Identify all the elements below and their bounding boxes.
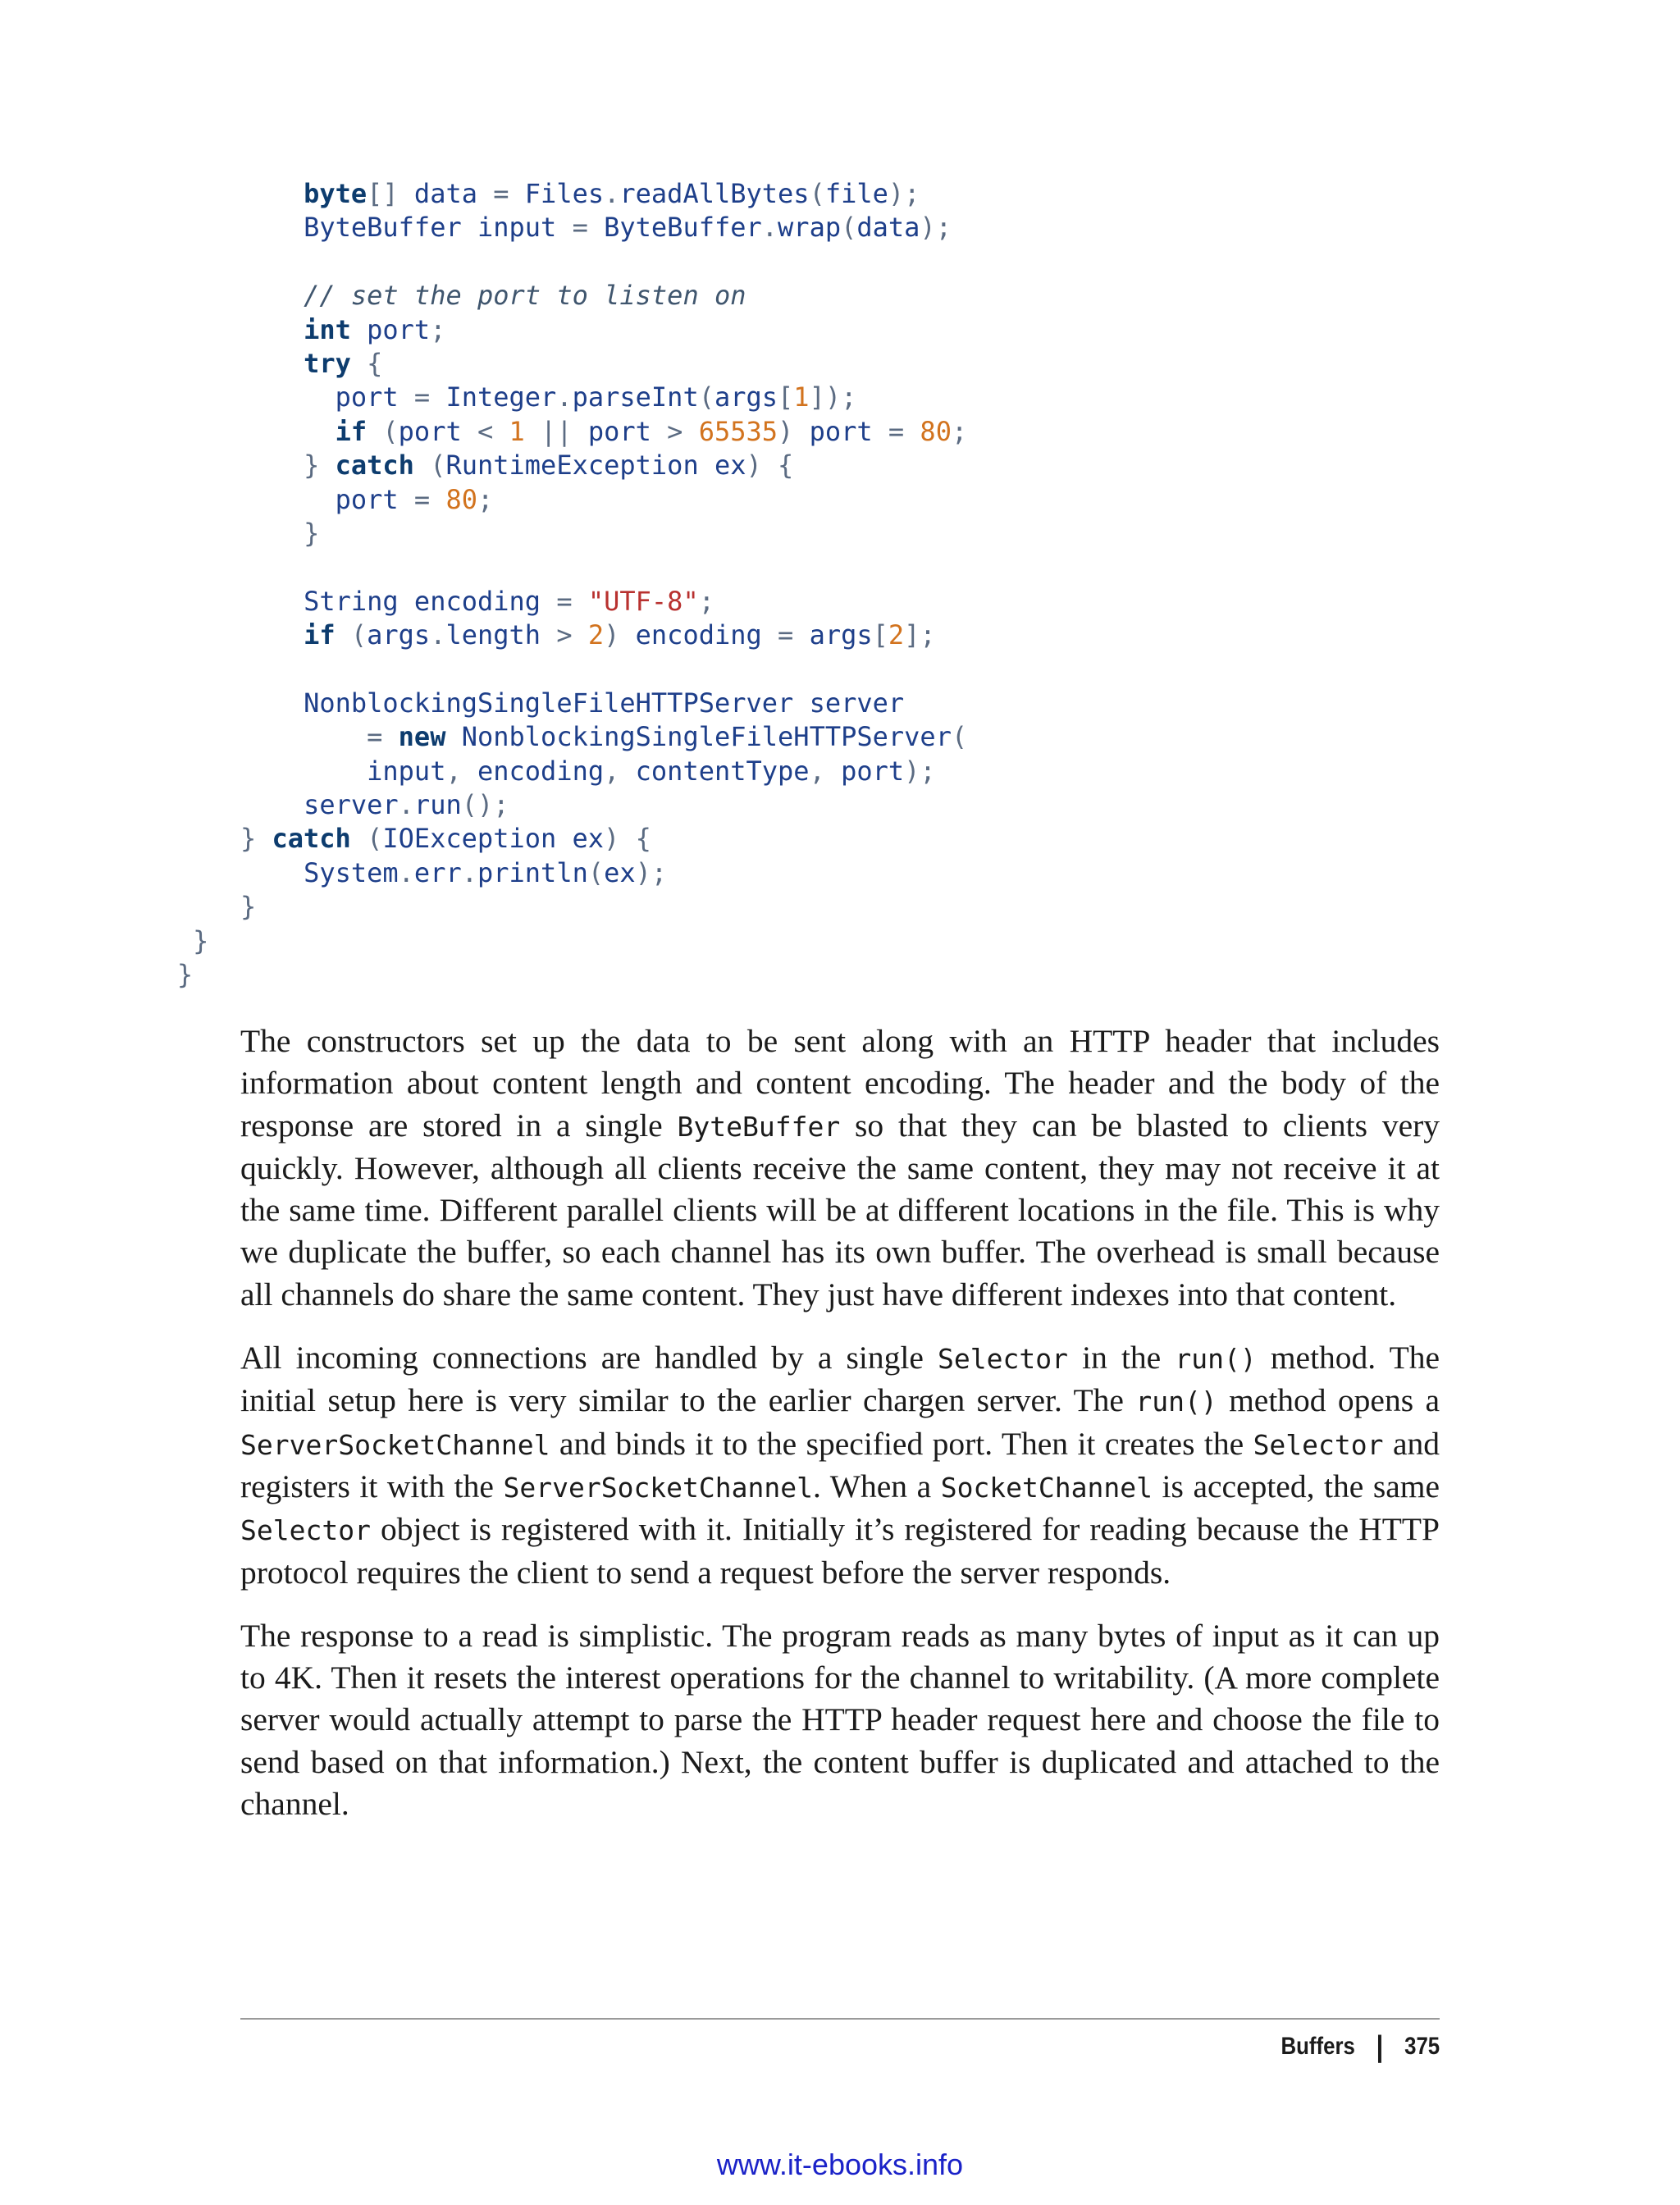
code-line: byte[] data = Files.readAllBytes(file);	[304, 178, 920, 209]
inline-code: SocketChannel	[940, 1471, 1153, 1504]
code-line: if (port < 1 || port > 65535) port = 80;	[335, 415, 968, 447]
code-line: port = Integer.parseInt(args[1]);	[335, 381, 857, 413]
inline-code: run()	[1175, 1343, 1257, 1376]
footer-rule	[240, 2018, 1440, 2020]
code-line: }	[304, 517, 320, 549]
code-listing	[176, 177, 1438, 992]
code-line: }	[193, 924, 209, 956]
inline-code: Selector	[938, 1343, 1068, 1376]
inline-code: ServerSocketChannel	[240, 1428, 550, 1461]
page-footer	[1281, 2029, 1440, 2064]
inline-code: ByteBuffer	[677, 1110, 841, 1143]
code-line: }	[176, 958, 194, 990]
code-line: = new NonblockingSingleFileHTTPServer(	[367, 721, 968, 753]
code-line: } catch (RuntimeException ex) {	[304, 450, 794, 482]
footer-separator: |	[1376, 2029, 1384, 2063]
inline-code: Selector	[1253, 1428, 1384, 1461]
code-line: }	[240, 891, 257, 923]
code-line: port = 80;	[335, 483, 494, 515]
code-line: if (args.length > 2) encoding = args[2];	[304, 619, 936, 651]
inline-code: run()	[1135, 1386, 1217, 1418]
code-line: System.err.println(ex);	[304, 856, 668, 888]
code-line: String encoding = "UTF-8";	[304, 585, 714, 617]
paragraph: The response to a read is simplistic. The program reads as many bytes of input as it can up to 4K. Then it resets the interest operations for the channel to writability. (A more complete server would actually attempt to parse the HTTP header request here and choose the file to send based on that information.) Next, the content buffer is duplicated and attached to the channel.	[240, 1617, 1440, 1823]
paragraph: The constructors set up the data to be sent along with an HTTP header that includes information about content length and content encoding. The header and the body of the response are stored in a single ByteBuffer so that they can be blasted to clients very quickly. However, although all clients receive the same content, they may not receive it at the same time. Different parallel clients will be at different locations in the file. This is why we duplicate the buffer, so each channel has its own buffer. The overhead is small because all channels do share the same content. They just have different indexes into that content.	[240, 1023, 1440, 1312]
page-number: 375	[1404, 2033, 1440, 2060]
inline-code: ServerSocketChannel	[503, 1471, 813, 1504]
code-line: // set the port to listen on	[304, 280, 746, 312]
code-line: input, encoding, contentType, port);	[367, 755, 936, 787]
inline-code: Selector	[240, 1514, 371, 1547]
running-section-title: Buffers	[1281, 2033, 1355, 2060]
body-text	[240, 1020, 1440, 1847]
code-line: NonblockingSingleFileHTTPServer server	[304, 687, 905, 719]
code-line: ByteBuffer input = ByteBuffer.wrap(data);	[304, 212, 952, 244]
code-line: try {	[304, 347, 383, 379]
watermark-link[interactable]: www.it-ebooks.info	[716, 2148, 964, 2181]
code-line	[240, 550, 1438, 584]
code-line: server.run();	[304, 789, 509, 821]
code-line	[240, 245, 1438, 279]
code-line	[240, 652, 1438, 686]
code-line: } catch (IOException ex) {	[240, 823, 651, 855]
paragraph: All incoming connections are handled by a single Selector in the run() method. The initial setup here is very similar to the earlier chargen server. The run() method opens a ServerSocketChannel and binds it to the specified port. Then it creates the Selector and registers it with the ServerSocketChannel. When a SocketChannel is accepted, the same Selector object is registered with it. Initially it’s registered for reading because the HTTP protocol requires the client to send a request before the server responds.	[240, 1340, 1440, 1591]
code-line: int port;	[304, 313, 446, 345]
